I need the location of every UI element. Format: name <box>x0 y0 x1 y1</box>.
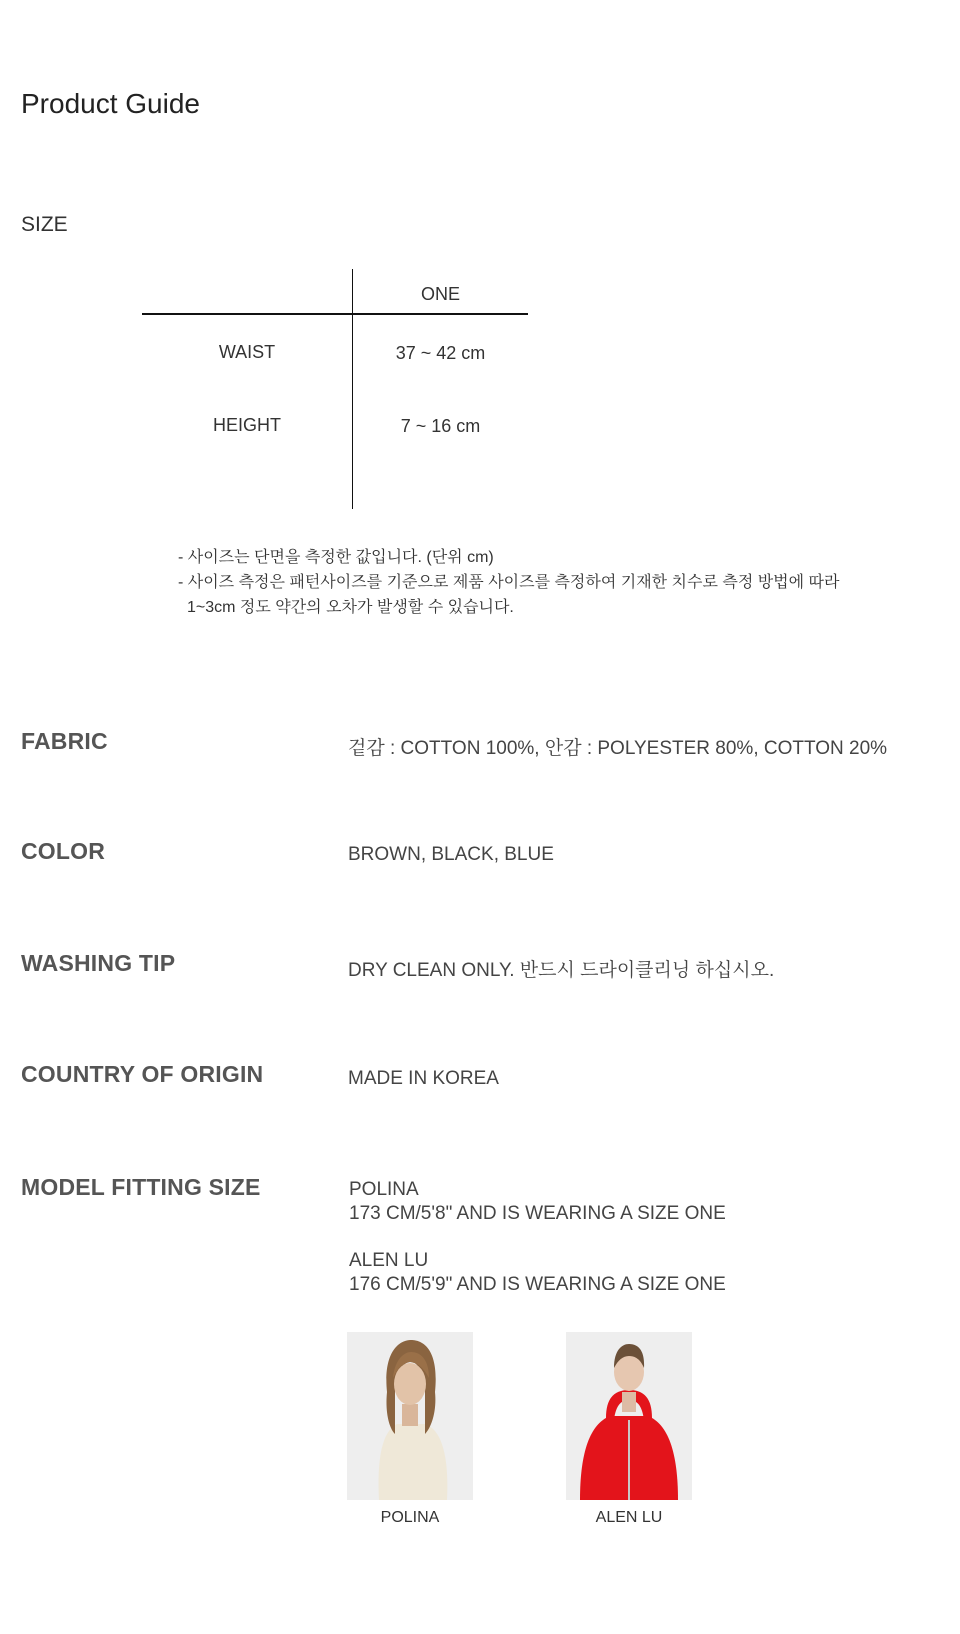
model-photo-caption: ALEN LU <box>595 1509 663 1526</box>
country-of-origin-value: MADE IN KOREA <box>348 1068 499 1089</box>
model-name: ALEN LU <box>349 1250 429 1271</box>
size-note: - 사이즈는 단면을 측정한 값입니다. (단위 cm) <box>178 549 494 566</box>
model-photo <box>566 1332 692 1500</box>
table-column-divider <box>352 269 353 509</box>
country-of-origin-label: COUNTRY OF ORIGIN <box>21 1061 264 1087</box>
color-value: BROWN, BLACK, BLUE <box>348 844 554 865</box>
size-column-header: ONE <box>420 284 460 304</box>
model-fit: 176 CM/5'9" AND IS WEARING A SIZE ONE <box>349 1274 726 1295</box>
size-note: - 사이즈 측정은 패턴사이즈를 기준으로 제품 사이즈를 측정하여 기재한 치수로 측정 방법에 따라 <box>178 574 840 591</box>
model-info <box>349 1249 726 1297</box>
garment <box>379 1424 448 1500</box>
model-photo <box>347 1332 473 1500</box>
washing-tip-value: DRY CLEAN ONLY. 반드시 드라이클리닝 하십시오. <box>348 960 775 981</box>
size-row-value: 37 ~ 42 cm <box>395 343 486 363</box>
size-heading: SIZE <box>21 213 68 236</box>
model-name: POLINA <box>349 1179 419 1200</box>
size-table <box>142 269 528 509</box>
size-row-label: WAIST <box>218 342 276 362</box>
fabric-label: FABRIC <box>21 728 108 754</box>
model-fitting-size-label: MODEL FITTING SIZE <box>21 1174 261 1200</box>
size-row-label: HEIGHT <box>212 415 281 435</box>
fabric-value: 겉감 : COTTON 100%, 안감 : POLYESTER 80%, COTTON 20% <box>348 738 888 759</box>
model-photo-caption: POLINA <box>380 1509 440 1526</box>
size-note: 1~3cm 정도 약간의 오차가 발생할 수 있습니다. <box>187 599 514 616</box>
page-title: Product Guide <box>21 88 200 119</box>
size-row-value: 7 ~ 16 cm <box>400 416 481 436</box>
table-header-divider <box>142 313 528 315</box>
washing-tip-label: WASHING TIP <box>21 950 176 976</box>
model-info <box>349 1178 726 1226</box>
model-fit: 173 CM/5'8" AND IS WEARING A SIZE ONE <box>349 1203 726 1224</box>
size-notes <box>178 545 839 620</box>
color-label: COLOR <box>21 838 106 864</box>
